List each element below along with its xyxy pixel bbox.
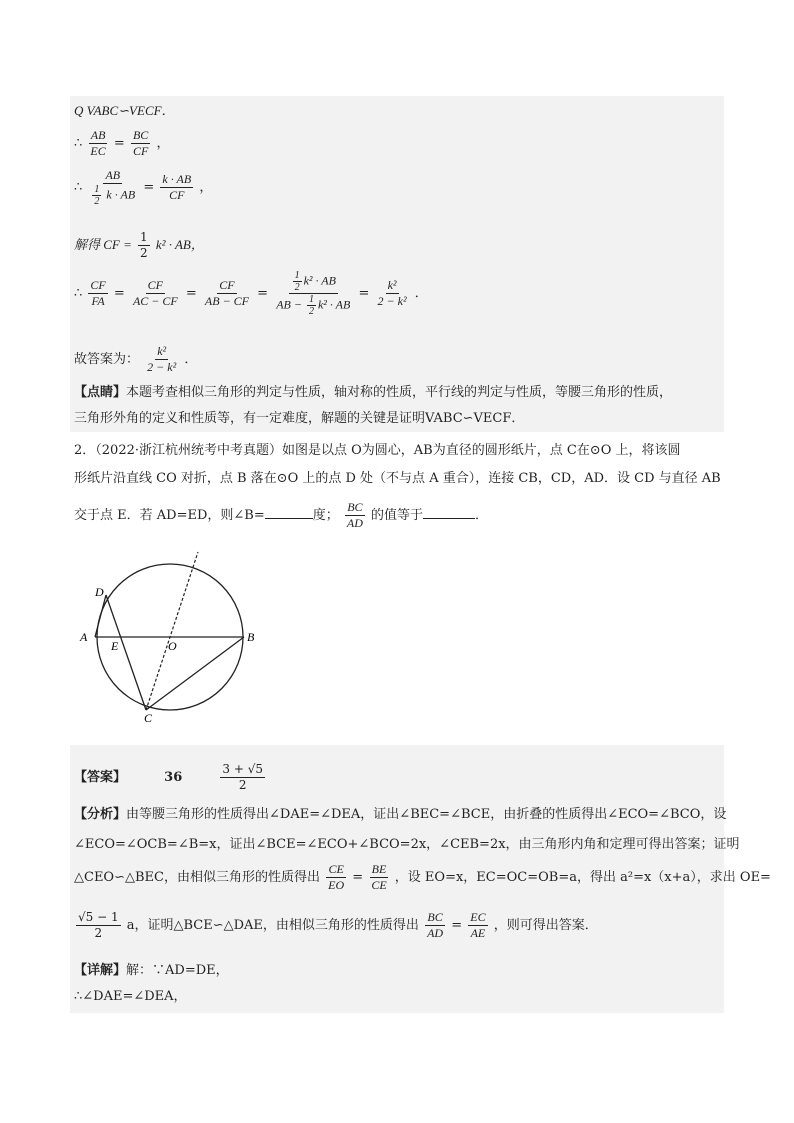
- answer-line: 故答案为： $\frac{\text{k²}}{\text{2 − k²}}$ ．: [74, 344, 198, 374]
- segment-cb: [146, 637, 244, 710]
- remark-line-2: 三角形外角的定义和性质等，有一定难度，解题的关键是证明VABC∽VECF．: [74, 411, 525, 426]
- detail-line-2: ∴∠DAE=∠DEA，: [74, 989, 187, 1004]
- label-e: E: [111, 639, 119, 653]
- question-2-line-2: 形纸片沿直线 CO 对折，点 B 落在⊙O 上的点 D 处（不与点 A 重合），连接 CB，CD，AD．设 CD 与直径 AB: [74, 471, 721, 486]
- similar-statement: Q VABC∽VECF．: [74, 103, 175, 118]
- circle-figure: [76, 550, 276, 730]
- ratio-chain-line: ∴ $\frac{CF}{FA}$ = $\frac{CF}{AC - CF}$ = $\frac{CF}{AB - CF}$ = $\frac{1}{2}$ k² · AB AB − $\frac{1}{2}$ k² · AB = $\frac{\text{k²}}{\text{2 − k²}}$ ．: [74, 270, 428, 317]
- analysis-line-1: 【分析】由等腰三角形的性质得出∠DAE=∠DEA，证出∠BEC=∠BCE，由折叠的性质得出∠ECO=∠BCO，设: [74, 807, 727, 822]
- segment-ad: [95, 595, 106, 637]
- remark-line-1: 【点睛】本题考查相似三角形的判定与性质，轴对称的性质，平行线的判定与性质，等腰三角形的性质，: [74, 385, 673, 400]
- analysis-line-2: ∠ECO=∠OCB=∠B=x，证出∠BCE=∠ECO+∠BCO=2x，∠CEB=2x，由三角形内角和定理可得出答案；证明: [74, 837, 740, 852]
- dashed-line-co: [146, 552, 198, 710]
- label-c: C: [144, 711, 153, 725]
- answer-value-1: 36: [164, 770, 183, 785]
- label-d: D: [95, 585, 104, 599]
- label-a: A: [80, 630, 88, 644]
- ratio-line-1: ∴ $\frac{AB}{EC}$ = $\frac{BC}{CF}$ ，: [74, 128, 170, 158]
- label-b: B: [247, 630, 255, 644]
- answer-row: 【答案】 36 $\frac{3 + √5}{2}$: [74, 762, 263, 792]
- label-o: O: [168, 639, 177, 653]
- answer-blank-2[interactable]: [423, 506, 475, 519]
- answer-blank-1[interactable]: [265, 506, 313, 519]
- analysis-line-4: $\frac{√5 - 1}{2}$ a，证明△BCE∽△DAE，由相似三角形的性质得出 $\frac{BC}{AD}$ = $\frac{EC}{AE}$ ，则可得出答案．: [78, 910, 598, 940]
- question-2-line-3: 交于点 E．若 AD=ED，则∠B= 度； $\frac{BC}{AD}$ 的值等于 ．: [74, 500, 489, 530]
- question-2-line-1: 2．（2022·浙江杭州统考中考真题）如图是以点 O为圆心，AB为直径的圆形纸片，点 C在⊙O 上，将该圆: [74, 443, 681, 458]
- ratio-line-2: ∴ AB $\frac{1}{2}$ k · AB = $\frac{k \cdot AB}{CF}$ ，: [74, 168, 213, 207]
- solve-cf-line: 解得 CF = $\frac{1}{2}$ k² · AB，: [74, 230, 204, 260]
- detail-line-1: 【详解】解：∵AD=DE，: [74, 963, 229, 978]
- analysis-line-3: △CEO∽△BEC，由相似三角形的性质得出 $\frac{CE}{EO}$ = $\frac{BE}{CE}$ ，设 EO=x，EC=OC=OB=a，得出 a²=x（x+a），求出 OE=: [74, 862, 771, 892]
